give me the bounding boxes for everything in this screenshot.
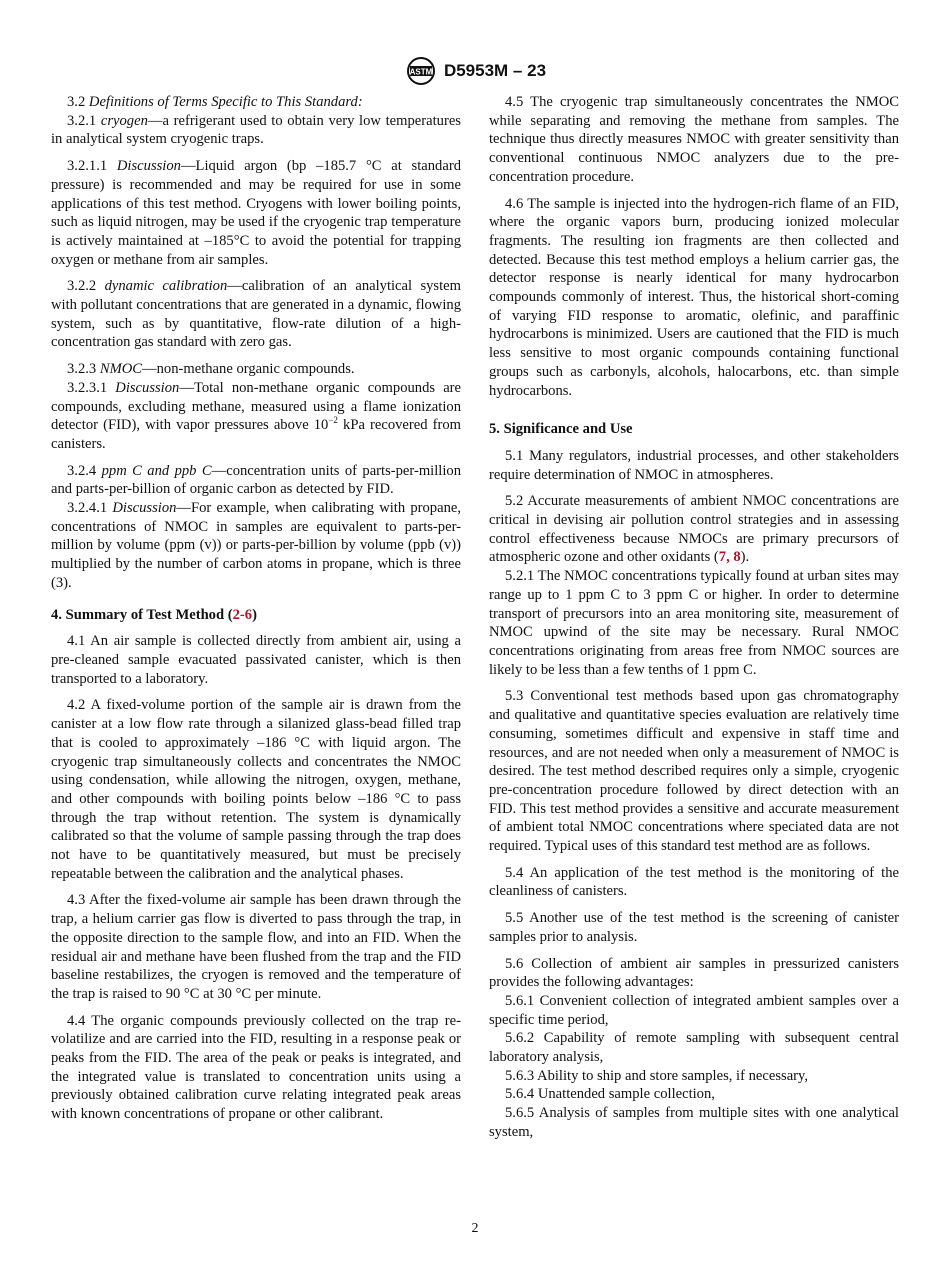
reference-link[interactable]: 8 <box>733 549 741 566</box>
svg-text:ASTM: ASTM <box>409 67 433 77</box>
reference-link[interactable]: 2-6 <box>232 606 253 623</box>
para-4-3: 4.3 After the fixed-volume air sample has been drawn through the trap, a helium carrier gas flow is diverted to pass through the trap, in the opposite direction to the sample flow, and into an FID. When the residual air and methane have been flushed from the trap and the FID baseline restabilizes, the cryogen is removed and the temperature of the trap is raised to 90 °C at 30 °C per minute. <box>51 892 461 1002</box>
page-header <box>0 56 950 91</box>
para-3-2-1: 3.2.1 cryogen—a refrigerant used to obtain very low temperatures in analytical system cryogenic traps. <box>51 112 461 148</box>
para-3-2-3: 3.2.3 NMOC—non-methane organic compounds. <box>67 361 355 378</box>
astm-logo-icon <box>404 56 438 86</box>
para-4-4: 4.4 The organic compounds previously collected on the trap re-volatilize and are carried into the FID, resulting in a response peak or peaks from the FID. The area of the peak or peaks is integrated, and the integrated value is translated to concentration units using a previously obtained calibration curve relating integrated peak areas with known concentrations of propane or other calibrant. <box>51 1012 461 1123</box>
para-5-6-2: 5.6.2 Capability of remote sampling with subsequent central laboratory analysis, <box>489 1030 899 1066</box>
para-5-6-3: 5.6.3 Ability to ship and store samples, if necessary, <box>505 1067 809 1084</box>
para-4-5: 4.5 The cryogenic trap simultaneously concentrates the NMOC while separating and removing the methane from samples. The technique thus directly measures NMOC with greater sensitivity than conventional continuous NMOC analyzers due to the pre-concentration procedure. <box>489 94 899 185</box>
para-5-4: 5.4 An application of the test method is the monitoring of the cleanliness of canisters. <box>489 864 899 900</box>
para-5-5: 5.5 Another use of the test method is the screening of canister samples prior to analysis. <box>489 910 899 945</box>
para-5-6-4: 5.6.4 Unattended sample collection, <box>505 1086 715 1103</box>
para-5-6-5: 5.6.5 Analysis of samples from multiple sites with one analytical system, <box>489 1105 899 1140</box>
section-5-heading: 5. Significance and Use <box>489 421 633 438</box>
left-column <box>51 93 461 1132</box>
para-5-3: 5.3 Conventional test methods based upon gas chromatography and qualitative and quantitative species evaluation are relatively time consuming, sometimes difficult and expensive in staff time and resources, and are not needed when only a measurement of NMOC is desired. The test method described requires only a simple, cryogenic pre-concentration procedure followed by direct detection with an FID. This test method provides a sensitive and accurate measurement of ambient total NMOC concentrations where speciated data are not required. Typical uses of this standard test method are as follows. <box>489 688 899 855</box>
para-4-6: 4.6 The sample is injected into the hydrogen-rich flame of an FID, where the organic vapors burn, producing ionized molecular fragments. The resulting ion fragments are then collected and detected. Because this test method employs a helium carrier gas, the detector response is nearly identical for many hydrocarbon compounds commonly of interest. Thus, the historical short-coming of varying FID response to aromatic, olefinic, and paraffinic hydrocarbons is minimized. Users are cautioned that the FID is much less sensitive to most organic compounds containing functional groups such as carbonyls, alcohols, halocarbons, etc. than simple hydrocarbons. <box>489 195 899 399</box>
para-4-2: 4.2 A fixed-volume portion of the sample air is drawn from the canister at a low flow rate through a silanized glass-bead filled trap that is cooled to approximately –186 °C with liquid argon. The cryogenic trap simultaneously collects and concentrates the NMOC using condensation, while allowing the nitrogen, oxygen, methane, and other compounds with boiling points below –186 °C to pass through the trap without retention. The system is dynamically calibrated so that the volume of sample passing through the trap does not have to be quantitatively measured, but must be precisely repeatable between the calibration and the analytical phases. <box>51 697 461 882</box>
para-5-6-1: 5.6.1 Convenient collection of integrated ambient samples over a specific time period, <box>489 992 899 1028</box>
reference-link[interactable]: 7 <box>718 549 727 566</box>
para-5-6: 5.6 Collection of ambient air samples in pressurized canisters provides the following advantages: <box>489 955 899 991</box>
page-number: 2 <box>471 1221 479 1236</box>
para-4-1: 4.1 An air sample is collected directly from ambient air, using a pre-cleaned sample evacuated passivated canister, which is then transported to a laboratory. <box>51 633 461 687</box>
para-5-2-1: 5.2.1 The NMOC concentrations typically found at urban sites may range up to 1 ppm C to 3 ppm C or higher. In order to determine transport of precursors into an area monitoring site, measurement of NMOC upwind of the site may be necessary. Rural NMOC concentrations originating from areas free from NMOC sources are likely to be less than a few tenths of 1 ppm C. <box>489 568 899 678</box>
para-3-2-1-1: 3.2.1.1 Discussion—Liquid argon (bp –185.7 °C at standard pressure) is recommended and may be required for use in some applications of this test method. Cryogens with lower boiling points, such as liquid nitrogen, may be used if the cryogenic trap temperature is actively maintained at –185°C to avoid the potential for trapping oxygen or methane from air samples. <box>51 158 461 268</box>
para-5-2: 5.2 Accurate measurements of ambient NMOC concentrations are critical in devising air pollution control strategies and in assessing control effectiveness because NMOCs are primary precursors of atmospheric ozone and other oxidants (7, 8). <box>489 493 899 566</box>
section-4-heading: 4. Summary of Test Method (2-6) <box>51 606 257 623</box>
para-3-2-4-1: 3.2.4.1 Discussion—For example, when calibrating with propane, concentrations of NMOC in samples are equivalent to parts-per-million by volume (ppm (v)) or parts-per-billion by volume (ppb (v)) multiplied by the number of carbon atoms in propane, which is three (3). <box>51 500 462 591</box>
para-3-2-4: 3.2.4 ppm C and ppb C—concentration units of parts-per-million and parts-per-billion of organic carbon as detected by FID. <box>51 462 461 498</box>
section-3-2: 3.2 Definitions of Terms Specific to This Standard: <box>67 94 363 110</box>
para-3-2-2: 3.2.2 dynamic calibration—calibration of an analytical system with pollutant concentrations that are generated in a dynamic, flowing system, such as by quantitative, flow-rate dilution of a high-concentration gas standard with zero gas. <box>51 278 461 351</box>
document-id: D5953M – 23 <box>443 61 547 80</box>
para-3-2-3-1: 3.2.3.1 Discussion—Total non-methane organic compounds are compounds, excluding methane, measured using a flame ionization detector (FID), with vapor pressures above $10^{-2}$ kPa recovered from canisters. <box>51 379 462 452</box>
right-column <box>489 93 899 1142</box>
para-5-1: 5.1 Many regulators, industrial processes, and other stakeholders require determination of NMOC in atmospheres. <box>489 447 899 483</box>
